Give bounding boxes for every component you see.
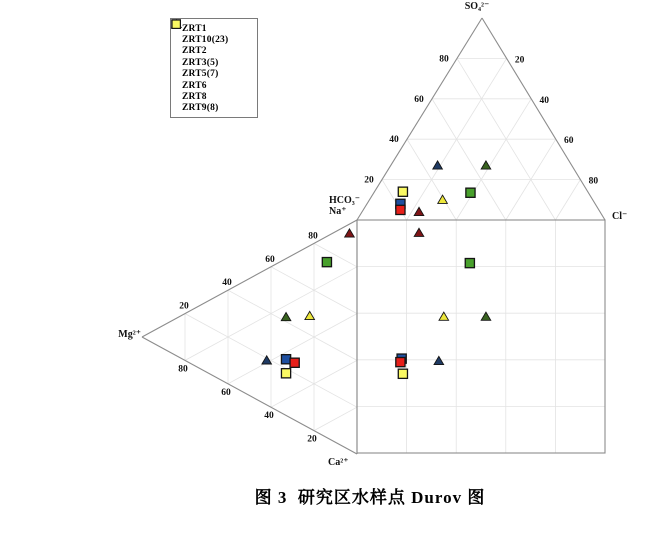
data-point: [466, 188, 475, 197]
data-point: [281, 313, 291, 321]
data-point: [438, 195, 448, 203]
legend-label: ZRT1: [182, 23, 207, 34]
data-point: [396, 358, 405, 367]
tick-label: 60: [414, 94, 424, 105]
data-point: [398, 187, 407, 196]
tick-label: 80: [308, 231, 318, 242]
legend-item-ZRT3-5-: [177, 57, 257, 68]
tick-label: 20: [179, 301, 189, 312]
axis-label-na: Na⁺: [329, 206, 347, 217]
axis-label-so4: SO₄²⁻: [464, 1, 490, 12]
data-point: [465, 259, 474, 268]
legend-label: ZRT6: [182, 80, 207, 91]
tick-label: 40: [389, 135, 399, 146]
legend-label: ZRT9(8): [182, 103, 219, 114]
legend-label: ZRT3(5): [182, 57, 219, 68]
data-point: [414, 228, 424, 236]
axis-label-hco3: HCO₃⁻: [329, 195, 361, 206]
legend-label: ZRT10(23): [182, 35, 229, 46]
legend-item-ZRT2: [177, 46, 257, 57]
tick-label: 40: [264, 411, 274, 422]
data-point: [414, 207, 424, 215]
tick-label: 60: [564, 136, 574, 147]
legend-label: ZRT5(7): [182, 69, 219, 80]
legend-item-ZRT9-8-: [177, 103, 257, 114]
tick-label: 40: [222, 278, 232, 289]
axis-label-mg: Mg²⁺: [118, 329, 141, 340]
data-point: [305, 311, 315, 319]
data-point: [290, 358, 299, 367]
data-point: [434, 356, 444, 364]
axis-label-hco3-na: [329, 195, 360, 217]
data-point: [281, 355, 290, 364]
tick-label: 60: [265, 254, 275, 265]
tick-label: 20: [307, 434, 317, 445]
figure-caption: 图 3 研究区水样点 Durov 图: [254, 488, 486, 507]
data-point: [322, 258, 331, 267]
legend-label: ZRT8: [182, 92, 207, 103]
tick-label: 80: [178, 364, 188, 375]
axis-label-cl: Cl⁻: [612, 211, 628, 222]
data-point: [281, 369, 290, 378]
data-point: [345, 229, 355, 237]
legend-item-ZRT8: [177, 91, 257, 102]
tick-label: 20: [364, 175, 374, 186]
data-point: [481, 161, 491, 169]
legend-item-ZRT6: [177, 80, 257, 91]
legend-item-ZRT10-23-: [177, 34, 257, 45]
square-marker-icon: [171, 19, 182, 29]
axis-label-ca: Ca²⁺: [328, 457, 349, 468]
legend-label: ZRT2: [182, 46, 207, 57]
legend: [170, 18, 258, 118]
data-point: [398, 369, 407, 378]
tick-label: 80: [439, 54, 449, 65]
tick-label: 80: [588, 176, 599, 187]
tick-label: 20: [514, 55, 525, 66]
tick-label: 40: [539, 95, 549, 106]
data-point: [396, 205, 405, 214]
tick-label: 60: [221, 387, 231, 398]
legend-item-ZRT5-7-: [177, 69, 257, 80]
legend-item-ZRT1: [177, 23, 257, 34]
